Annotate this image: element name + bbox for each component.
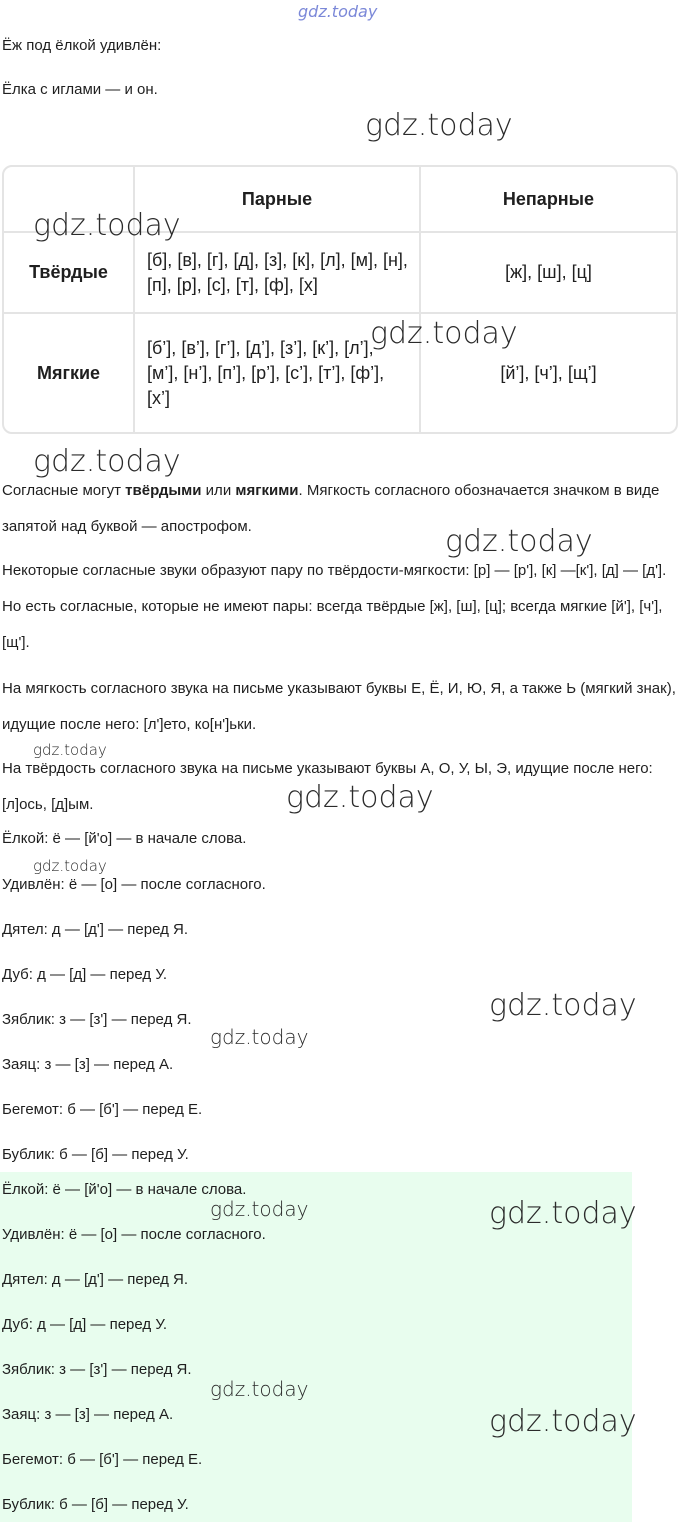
term-hard: твёрдыми [125,482,202,499]
watermark: gdz.today [210,1197,309,1221]
watermark: gdz.today [489,1196,637,1231]
watermark: gdz.today [298,2,378,21]
watermark: gdz.today [445,524,593,559]
poem-line-1: Ёж под ёлкой удивлён: [2,37,162,54]
example-line: Заяц: з — [з] — перед А. [2,1056,174,1073]
watermark: gdz.today [489,1404,637,1439]
example-line: Зяблик: з — [з'] — перед Я. [2,1011,192,1028]
paragraph-2: Некоторые согласные звуки образуют пару по твёрдости-мягкости: [р] — [р'], [к] —[к'], [д] — [д']. Но есть согласные, которые не имеют пары: всегда твёрдые [ж], [ш], [ц]; всегда мягкие [й'], [ч'], [щ']. [2,562,667,651]
paragraph-1-text: или [201,482,236,499]
watermark: gdz.today [286,780,434,815]
watermark: gdz.today [33,857,107,875]
table-header-unpaired: Непарные [421,167,676,233]
table-header-paired: Парные [135,167,421,233]
poem-line-2: Ёлка с иглами — и он. [2,81,158,98]
soft-unpaired-cell: [й’], [ч’], [щ’] [500,362,597,383]
table-row [4,314,676,432]
answer-line: Бублик: б — [б] — перед У. [2,1496,189,1513]
watermark: gdz.today [210,1377,309,1401]
example-line: Дятел: д — [д'] — перед Я. [2,921,189,938]
row-label-soft: Мягкие [4,314,135,432]
answer-line: Зяблик: з — [з'] — перед Я. [2,1361,192,1378]
answer-line: Удивлён: ё — [о] — после согласного. [2,1226,266,1243]
example-line: Дуб: д — [д] — перед У. [2,966,168,983]
watermark: gdz.today [365,108,513,143]
example-line: Удивлён: ё — [о] — после согласного. [2,876,266,893]
hard-unpaired-cell: [ж], [ш], [ц] [421,233,676,314]
answer-line: Ёлкой: ё — [й'о] — в начале слова. [2,1181,247,1198]
paragraph-1-text: . Мягкость согласного обозначается значком в виде запятой над буквой — апострофом. [2,482,660,535]
term-soft: мягкими [235,482,299,499]
paragraph-1-text: Согласные могут [2,482,126,499]
watermark: gdz.today [33,741,107,759]
answer-line: Бегемот: б — [б'] — перед Е. [2,1451,203,1468]
watermark: gdz.today [33,208,181,243]
watermark: gdz.today [33,444,181,479]
example-line: Бублик: б — [б] — перед У. [2,1146,189,1163]
paragraph-3: На мягкость согласного звука на письме указывают буквы Е, Ё, И, Ю, Я, а также Ь (мягкий знак), идущие после него: [л']ето, ко[н']ьки. [2,680,676,733]
hard-paired-cell: [б], [в], [г], [д], [з], [к], [л], [м], [н], [п], [р], [с], [т], [ф], [х] [135,233,421,314]
watermark: gdz.today [370,316,518,351]
consonants-table [2,165,678,434]
answer-line: Дуб: д — [д] — перед У. [2,1316,168,1333]
paragraph-4: На твёрдость согласного звука на письме указывают буквы А, О, У, Ы, Э, идущие после него: [л]ось, [д]ым. [2,760,653,813]
answer-line: Заяц: з — [з] — перед А. [2,1406,174,1423]
example-line: Бегемот: б — [б'] — перед Е. [2,1101,203,1118]
watermark: gdz.today [489,988,637,1023]
row-label-hard: Твёрдые [4,233,135,314]
watermark: gdz.today [210,1025,309,1049]
example-line: Ёлкой: ё — [й'о] — в начале слова. [2,830,247,847]
soft-paired-cell: [б’], [в’], [г’], [д’], [з’], [к’], [л’], [м’], [н’], [п’], [р’], [с’], [т’], [ф’], [х’] [135,314,421,432]
answer-line: Дятел: д — [д'] — перед Я. [2,1271,189,1288]
table-row [4,233,676,314]
